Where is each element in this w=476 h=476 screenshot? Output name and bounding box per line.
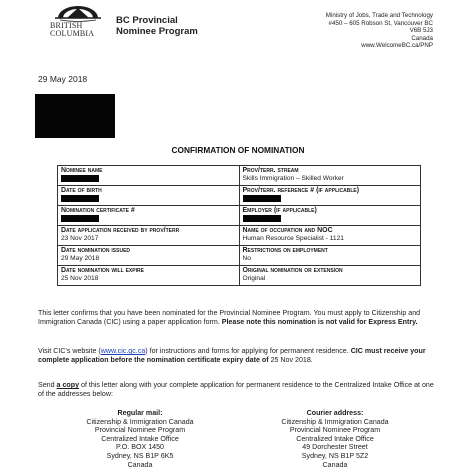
field-label: Date of birth	[61, 187, 102, 194]
regular-mail-address	[55, 409, 225, 469]
send-copy-paragraph: Send a copy of this letter along with your complete application for permanent residence to the Centralized Intake Office at one of the addresses below:	[38, 381, 434, 398]
address-line: Citizenship & Immigration Canada	[281, 417, 389, 426]
table-row	[58, 186, 421, 206]
field-value: Human Resource Specialist - 1121	[242, 234, 344, 242]
field-label: Date application received by prov/terr	[61, 227, 180, 234]
instructions-paragraph: Visit CIC's website (www.cic.gc.ca) for instructions and forms for applying for permanent residence. CIC must receive your complete application before the nomination certificate expiry date of 25 Nov 2018.	[38, 347, 426, 364]
field-label: Nominee name	[61, 167, 103, 174]
ministry-address	[326, 12, 433, 50]
redacted-value	[243, 195, 281, 202]
table-cell	[58, 186, 240, 206]
redacted-value	[61, 195, 99, 202]
field-label: Employer (if applicable)	[242, 207, 317, 214]
table-cell	[239, 186, 421, 206]
table-row	[58, 226, 421, 246]
table-cell	[58, 266, 240, 286]
table-cell	[58, 206, 240, 226]
table-row	[58, 166, 421, 186]
address-line: Centralized Intake Office	[296, 434, 374, 443]
table-cell	[239, 246, 421, 266]
field-value: 25 Nov 2018	[61, 274, 99, 282]
address-line: Canada	[411, 34, 433, 42]
field-label: Prov/terr. stream	[242, 167, 299, 174]
address-line: P.O. BOX 1450	[116, 443, 164, 452]
address-line: Sydney, NS B1P 5Z2	[301, 451, 369, 460]
address-line: Provincial Nominee Program	[94, 426, 186, 435]
table-row	[58, 246, 421, 266]
table-row	[58, 266, 421, 286]
field-value: 23 Nov 2017	[61, 234, 99, 242]
address-line: Provincial Nominee Program	[289, 426, 381, 435]
field-label: Name of occupation and NOC	[242, 227, 333, 234]
address-line: Centralized Intake Office	[101, 434, 179, 443]
table-row	[58, 206, 421, 226]
table-cell	[58, 246, 240, 266]
program-title	[116, 15, 198, 37]
table-cell	[239, 266, 421, 286]
field-value: Original	[242, 274, 266, 282]
address-heading: Regular mail:	[117, 409, 163, 417]
logo-line-2: COLUMBIA	[50, 29, 95, 38]
address-line: Sydney, NS B1P 6K5	[106, 451, 174, 460]
field-label: Restrictions on employment	[242, 247, 328, 254]
table-cell	[239, 166, 421, 186]
field-value: Skills Immigration – Skilled Worker	[242, 174, 344, 182]
address-heading: Courier address:	[306, 409, 364, 417]
cic-website-link[interactable]: www.cic.gc.ca	[100, 347, 146, 355]
redacted-value	[61, 215, 99, 222]
address-line: Citizenship & Immigration Canada	[86, 417, 194, 426]
express-entry-notice: Please note this nomination is not valid for Express Entry.	[221, 317, 418, 326]
program-title-line-2: Nominee Program	[116, 26, 198, 37]
address-line: Canada	[322, 460, 348, 469]
website-link[interactable]: www.WelcomeBC.ca/PNP	[361, 42, 433, 50]
program-title-line-1: BC Provincial	[116, 15, 178, 26]
address-line: Ministry of Jobs, Trade and Technology	[325, 12, 433, 19]
field-label: Date nomination issued	[61, 247, 131, 254]
address-line: Canada	[127, 460, 153, 469]
courier-address	[250, 409, 420, 469]
table-cell	[58, 166, 240, 186]
address-line: 49 Dorchester Street	[302, 443, 368, 452]
letter-date: 29 May 2018	[38, 74, 88, 84]
address-line: V6B 5J3	[409, 27, 433, 35]
field-value: No	[242, 254, 251, 262]
document-title: CONFIRMATION OF NOMINATION	[171, 145, 305, 155]
logo-text	[50, 22, 106, 38]
table-cell	[58, 226, 240, 246]
field-label: Original nomination or extension	[242, 267, 343, 274]
table-cell	[239, 226, 421, 246]
copy-emphasis: a copy	[56, 381, 80, 389]
expiry-notice: CIC must receive your complete application before the nomination certificate expiry date of	[38, 347, 426, 364]
table-cell	[239, 206, 421, 226]
field-label: Nomination certificate #	[61, 207, 135, 214]
field-value: 29 May 2018	[61, 254, 100, 262]
redacted-value	[243, 215, 281, 222]
field-label: Prov/terr. reference # (if applicable)	[242, 187, 360, 194]
redacted-value	[61, 175, 99, 182]
confirmation-paragraph: This letter confirms that you have been nominated for the Provincial Nominee Program. You must apply to Citizenship and Immigration Canada (CIC) using a paper application form. Please note this nomination is not valid for Express Entry.	[38, 309, 421, 326]
logo-line-1: BRITISH	[50, 21, 83, 30]
address-line: #450 – 605 Robson St, Vancouver BC	[328, 19, 433, 27]
nomination-details-table	[57, 165, 421, 286]
redacted-recipient-address	[35, 94, 115, 138]
field-label: Date nomination will expire	[61, 267, 144, 274]
